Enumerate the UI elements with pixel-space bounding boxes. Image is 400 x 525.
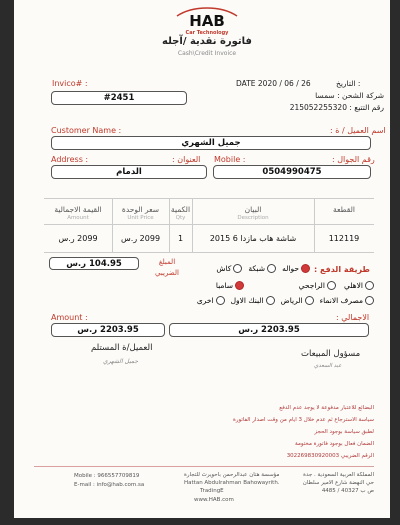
invoice-no-field[interactable]: #2451 (51, 91, 187, 105)
radio-icon (301, 264, 310, 273)
cell-qty: 1 (177, 234, 184, 243)
mobile-label-ar: رقم الجوال : (332, 155, 375, 164)
address-field[interactable]: الدمام (51, 165, 207, 179)
customer-name-field[interactable]: جميل الشهري (51, 136, 371, 150)
address-label-ar: العنوان : (172, 155, 201, 164)
footer-website: www.HAB.com (194, 497, 234, 503)
radio-option[interactable]: اخرى (197, 296, 225, 305)
radio-option[interactable]: كاش (216, 264, 242, 273)
total-field[interactable]: 2203.95 ر.س (169, 323, 369, 337)
footer-mobile: Mobile : 966557709819 (74, 473, 140, 479)
note-item: الرقم الضريبي 302269830920003 (286, 453, 374, 459)
invoice-paper: HAB Car Technology فاتورة نقدية /آجله Cash\Credit Invoice Invico# : #2451 التاريخ : DATE 2020 / 06 / 26 شركة الشحن : سمسا رقم التتبع : 215052255320 Customer Name : اسم العميل / ة : جميل الشهري Address : العنوان : Mobile : رقم الجوال : الدمام 0504990475 القيمة الاجمالية Amount سعر الوحدة Unit Price الكمية Qty البيان Description القطعة 2099 ر.س 2099 ر.س 1 شاشة هاب مازدا 6 2015 112119 104.95 ر.س المبلغ الضريبي طريقة الدفع : حواله شبكة كاش الاهلي الراجحي سامبا مصرف الانماء الرياض البنك الاول اخرى Amount : الاجمالي : 2203.95 ر.س 2203.95 ر.س العميل/ة المستلم جميل الشهري مسؤول المبيعات عبد السعدي البضائع للاعتبار مدفوعة لا يوجد عدم الدفع سياسة الاسترجاع ثم عدم خلال 3 ايام من وقت اصدار الفاتورة لطبق سياسة بوجود الحجز الضمان فعال بوجود فاتورة مختومة الرقم الضريبي 302269830920003 Mobile : 966557709819 E-mail : info@hab.com.sa مؤسسة هتان عبدالرحمن باحويرث للتجارة Hattan Abdulrahman Bahowayrith. TradingE www.HAB.com المملكة العربية السعودية . جدة حي النهضة شارع الامير سلطان ص ب 40327 / 4485 (14, 0, 390, 518)
doc-title-ar: فاتورة نقدية /آجله (162, 36, 252, 47)
tracking-number: رقم التتبع : 215052255320 (289, 103, 384, 112)
radio-option[interactable]: حواله (282, 264, 310, 273)
amount-label-en: Amount : (51, 313, 88, 322)
th-qty: الكمية (170, 205, 191, 214)
footer-address-2: حي النهضة شارع الامير سلطان (302, 480, 374, 486)
radio-icon (327, 281, 336, 290)
footer-email: E-mail : info@hab.com.sa (74, 482, 145, 488)
th-part: القطعة (333, 205, 355, 214)
sales-signature: عبد السعدي (314, 363, 342, 369)
cell-part: 112119 (328, 234, 360, 243)
cell-amount: 2099 ر.س (58, 234, 98, 243)
date-label-en: DATE 2020 / 06 / 26 (236, 79, 311, 88)
customer-receiver-label: العميل/ة المستلم (91, 343, 153, 353)
tax-field[interactable]: 104.95 ر.س (49, 257, 139, 270)
sales-manager-label: مسؤول المبيعات (301, 349, 361, 359)
customer-name-label-en: Customer Name : (51, 126, 122, 135)
total-label-ar: الاجمالي : (336, 313, 370, 322)
th-unit-price: سعر الوحدة (121, 205, 160, 214)
tax-label-2: الضريبي (155, 269, 179, 277)
radio-option[interactable]: مصرف الانماء (320, 296, 374, 305)
radio-option[interactable]: البنك الاول (231, 296, 275, 305)
radio-icon (365, 296, 374, 305)
footer-address-1: المملكة العربية السعودية . جدة (303, 472, 374, 478)
radio-option[interactable]: شبكة (248, 264, 276, 273)
radio-option[interactable]: الاهلي (344, 281, 374, 290)
radio-icon (305, 296, 314, 305)
radio-option[interactable]: الراجحي (299, 281, 336, 290)
hab-logo (175, 6, 239, 28)
th-description: البيان (244, 205, 262, 214)
payment-label: طريقة الدفع : (314, 265, 370, 274)
payment-row-2b (189, 281, 244, 290)
date-label-ar: التاريخ : (336, 79, 361, 88)
note-item: لطبق سياسة بوجود الحجز (314, 429, 374, 435)
amount-field[interactable]: 2203.95 ر.س (51, 323, 165, 337)
mobile-label-en: Mobile : (214, 155, 246, 164)
cell-unit-price: 2099 ر.س (120, 234, 161, 243)
tagline: Car Technology (185, 30, 229, 36)
footer-company-en-2: TradingE (200, 488, 224, 494)
address-label-en: Address : (51, 155, 89, 164)
footer-company-ar: مؤسسة هتان عبدالرحمن باحويرث للتجارة (184, 472, 280, 478)
note-item: الضمان فعال بوجود فاتورة مختومة (295, 441, 374, 447)
customer-name-label-ar: اسم العميل / ة : (330, 126, 386, 135)
note-item: سياسة الاسترجاع ثم عدم خلال 3 ايام من وقت اصدار الفاتورة (232, 417, 374, 423)
radio-icon (266, 296, 275, 305)
customer-signature: جميل الشهري (103, 358, 139, 365)
payment-row-2 (246, 281, 374, 290)
mobile-field[interactable]: 0504990475 (213, 165, 371, 179)
logo-text: HAB (189, 12, 225, 28)
payment-row-1 (198, 264, 310, 273)
tax-label-1: المبلغ (158, 258, 176, 266)
note-item: البضائع للاعتبار مدفوعة لا يوجد عدم الدفع (279, 405, 374, 411)
radio-option[interactable]: سامبا (216, 281, 244, 290)
radio-icon (365, 281, 374, 290)
radio-icon (216, 296, 225, 305)
footer-company-en-1: Hattan Abdulrahman Bahowayrith. (184, 480, 280, 486)
shipping-company: شركة الشحن : سمسا (315, 91, 384, 100)
payment-row-3 (164, 296, 374, 305)
radio-option[interactable]: الرياض (281, 296, 314, 305)
invoice-no-label: Invico# : (52, 79, 88, 88)
radio-icon (233, 264, 242, 273)
radio-icon (235, 281, 244, 290)
radio-icon (267, 264, 276, 273)
footer-address-3: ص ب 40327 / 4485 (321, 488, 374, 494)
cell-description: شاشة هاب مازدا 6 2015 (209, 234, 297, 243)
th-amount: القيمة الاجمالية (54, 205, 102, 214)
doc-title-en: Cash\Credit Invoice (177, 50, 237, 57)
